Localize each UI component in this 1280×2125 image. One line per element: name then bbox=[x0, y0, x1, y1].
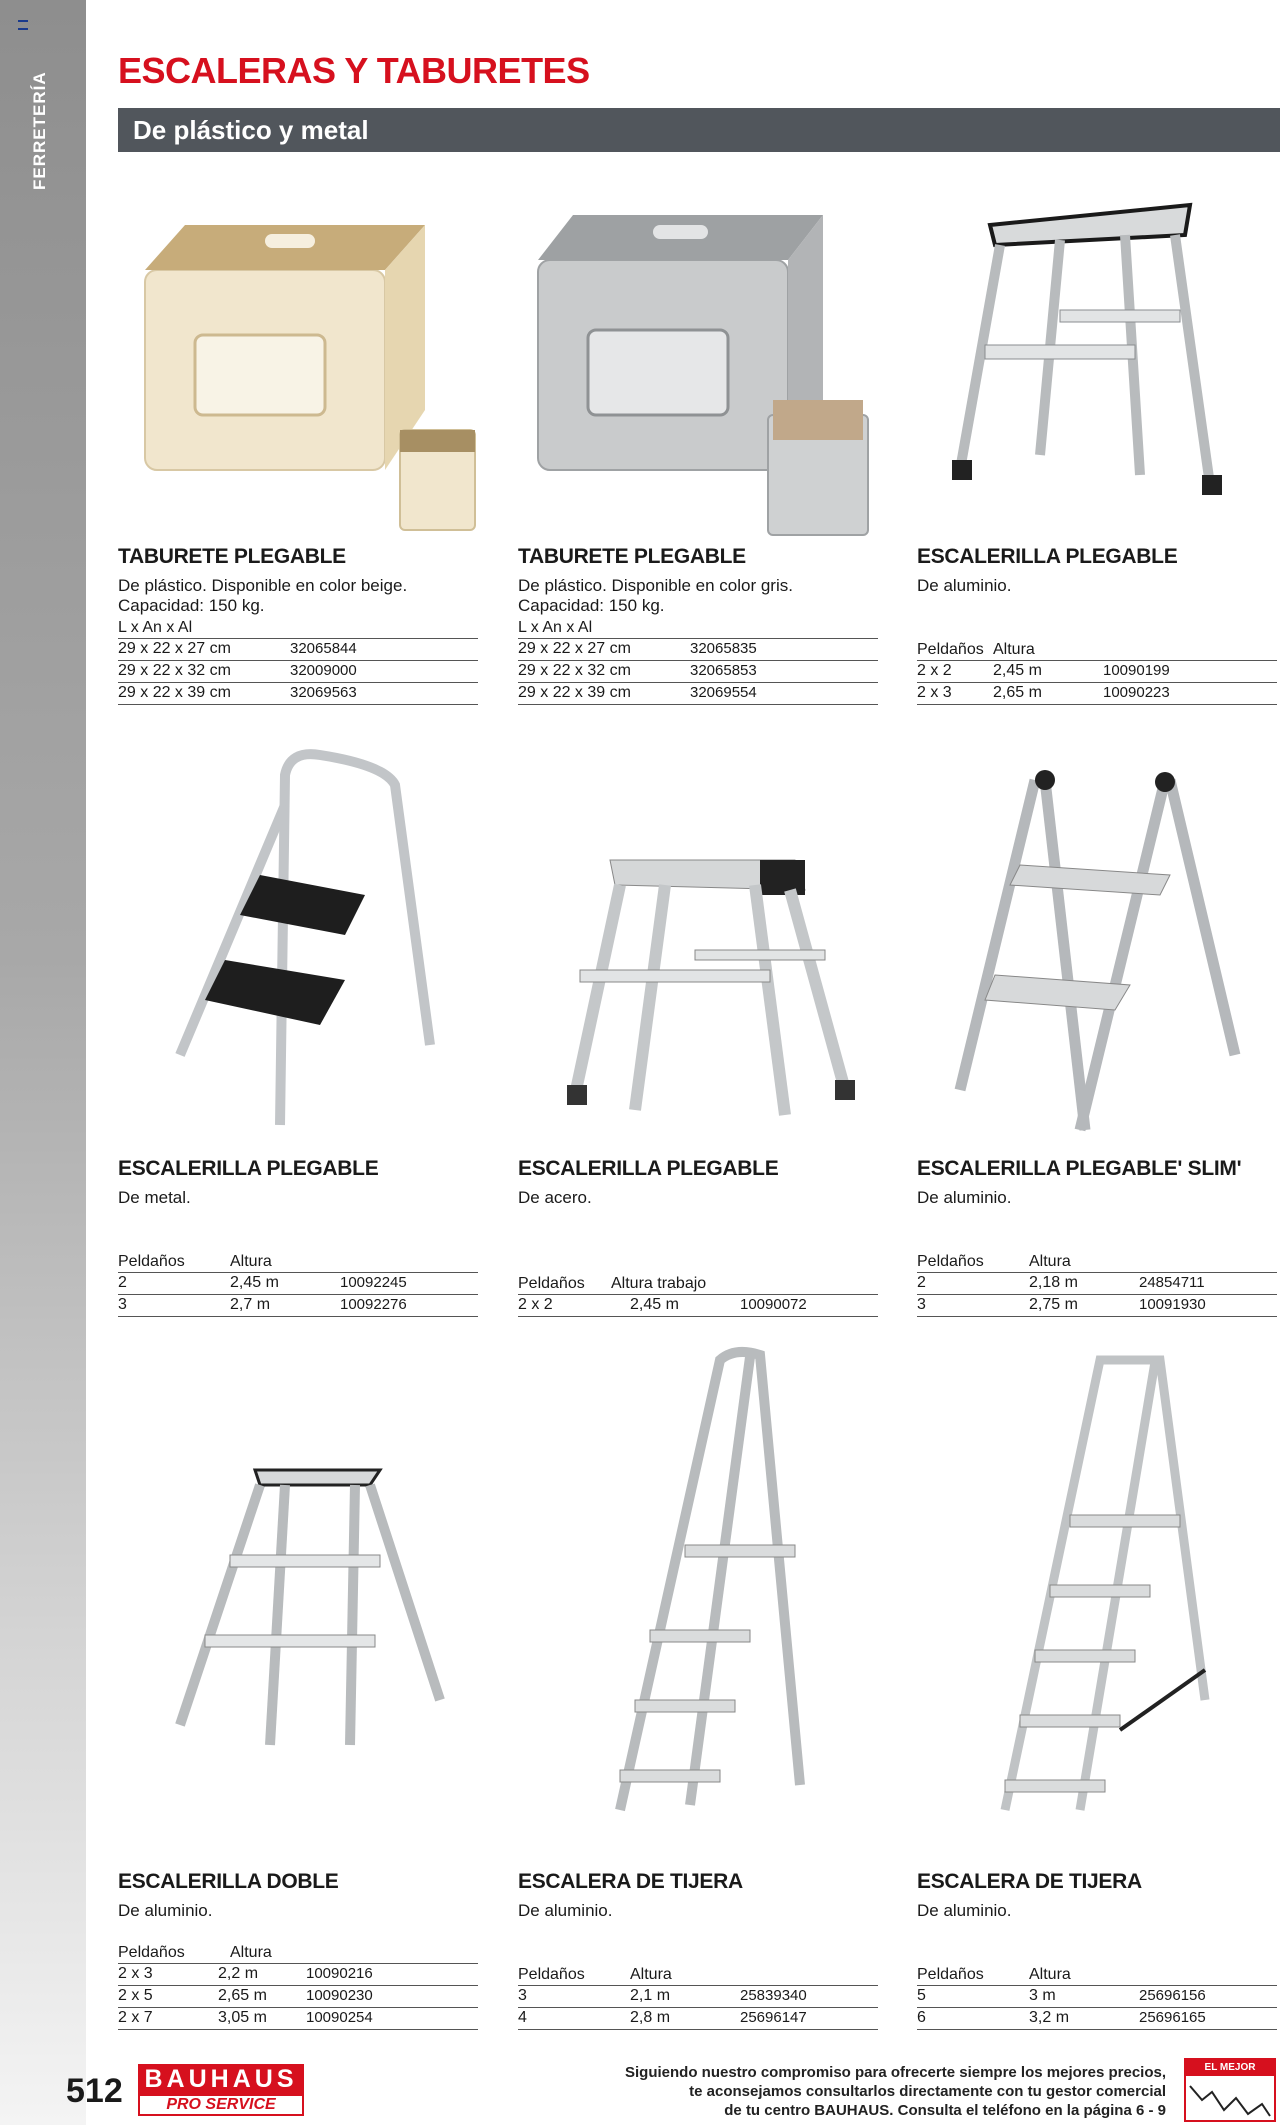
table-cell: 29 x 22 x 39 cm bbox=[118, 684, 231, 701]
product-description: De aluminio. bbox=[917, 1188, 1012, 1207]
page-number: 512 bbox=[66, 2072, 123, 2110]
product-description: De aluminio. bbox=[917, 1901, 1012, 1920]
logo-top-text: BAUHAUS bbox=[138, 2064, 304, 2094]
table-row bbox=[518, 1295, 878, 1317]
section-subtitle: De plástico y metal bbox=[133, 115, 369, 145]
table-row bbox=[917, 2008, 1277, 2030]
table-cell: 2,65 m bbox=[993, 684, 1042, 701]
table-row bbox=[518, 2008, 878, 2030]
footer-note bbox=[606, 2063, 1166, 2120]
table-cell: 2 x 7 bbox=[118, 2009, 153, 2026]
spec-table bbox=[118, 618, 478, 705]
logo-bottom-text: PRO SERVICE bbox=[138, 2094, 304, 2116]
header-cell: Altura bbox=[993, 641, 1035, 658]
spec-table-header bbox=[917, 1965, 1277, 1986]
footer-note-line: te aconsejamos consultarlos directamente con tu gestor comercial bbox=[689, 2083, 1166, 2100]
spec-table bbox=[917, 1252, 1277, 1317]
product-name: ESCALERILLA PLEGABLE bbox=[118, 1157, 379, 1180]
table-row bbox=[118, 661, 478, 683]
product-image-ladder-steel bbox=[555, 840, 875, 1130]
header-cell: Peldaños bbox=[917, 1253, 984, 1270]
product-image-ladder-aluminum-2x bbox=[940, 195, 1240, 515]
table-row bbox=[518, 661, 878, 683]
spec-table-header bbox=[118, 1943, 478, 1964]
spec-table-header bbox=[917, 640, 1277, 661]
table-cell: 2,75 m bbox=[1029, 1296, 1078, 1313]
spec-table bbox=[118, 1252, 478, 1317]
price-graph-icon bbox=[1186, 2076, 1274, 2120]
header-cell: Peldaños bbox=[917, 1966, 984, 1983]
table-cell: 4 bbox=[518, 2009, 527, 2026]
table-cell: 2 x 2 bbox=[518, 1296, 553, 1313]
article-code: 25696165 bbox=[1139, 2009, 1206, 2026]
table-row bbox=[118, 1986, 478, 2008]
spec-table-header bbox=[917, 1252, 1277, 1273]
article-code: 32069554 bbox=[690, 684, 757, 701]
table-cell: 2 x 5 bbox=[118, 1987, 153, 2004]
header-cell: Altura bbox=[230, 1253, 272, 1270]
badge-text: EL MEJOR PRECIO bbox=[1186, 2060, 1274, 2076]
spec-table bbox=[118, 1943, 478, 2030]
table-row bbox=[518, 1986, 878, 2008]
table-cell: 5 bbox=[917, 1987, 926, 2004]
spec-table bbox=[518, 618, 878, 705]
product-description: De aluminio. bbox=[518, 1901, 613, 1920]
product-image-stool-grey bbox=[518, 200, 878, 545]
product-image-ladder-metal bbox=[170, 745, 450, 1135]
table-row bbox=[917, 1295, 1277, 1317]
section-label: FERRETERÍA bbox=[30, 71, 49, 190]
table-cell: 3 m bbox=[1029, 1987, 1056, 2004]
product-description: Capacidad: 150 kg. bbox=[118, 596, 265, 615]
bauhaus-logo bbox=[138, 2064, 304, 2116]
spec-table-header bbox=[118, 1252, 478, 1273]
table-cell: 29 x 22 x 39 cm bbox=[518, 684, 631, 701]
table-cell: 3 bbox=[917, 1296, 926, 1313]
header-cell: Peldaños bbox=[518, 1966, 585, 1983]
product-name: ESCALERILLA PLEGABLE' SLIM' bbox=[917, 1157, 1242, 1180]
header-cell: Peldaños bbox=[917, 641, 984, 658]
product-name: ESCALERA DE TIJERA bbox=[917, 1870, 1142, 1893]
product-image-ladder-tijera-1 bbox=[600, 1345, 860, 1825]
table-row bbox=[917, 683, 1277, 705]
table-cell: 2,2 m bbox=[218, 1965, 259, 1982]
spec-table-header bbox=[518, 618, 878, 639]
footer-note-line: de tu centro BAUHAUS. Consulta el teléfono en la página 6 - 9 bbox=[724, 2102, 1166, 2119]
table-cell: 3,05 m bbox=[218, 2009, 267, 2026]
table-row bbox=[518, 639, 878, 661]
header-cell: Altura bbox=[230, 1944, 272, 1961]
product-image-ladder-double bbox=[170, 1460, 450, 1750]
article-code: 10090223 bbox=[1103, 684, 1170, 701]
article-code: 10090072 bbox=[740, 1296, 807, 1313]
table-cell: 29 x 22 x 32 cm bbox=[118, 662, 231, 679]
article-code: 25696147 bbox=[740, 2009, 807, 2026]
product-description: De aluminio. bbox=[917, 576, 1012, 595]
menu-mark bbox=[18, 20, 28, 30]
table-row bbox=[118, 1295, 478, 1317]
article-code: 10091930 bbox=[1139, 1296, 1206, 1313]
product-description: De plástico. Disponible en color gris. bbox=[518, 576, 793, 595]
best-price-badge bbox=[1184, 2058, 1276, 2122]
spec-table bbox=[917, 640, 1277, 705]
article-code: 25839340 bbox=[740, 1987, 807, 2004]
product-name: TABURETE PLEGABLE bbox=[118, 545, 346, 568]
article-code: 32009000 bbox=[290, 662, 357, 679]
header-cell: L x An x Al bbox=[118, 619, 193, 636]
table-cell: 2 x 3 bbox=[118, 1965, 153, 1982]
table-row bbox=[118, 1964, 478, 1986]
header-cell: L x An x Al bbox=[518, 619, 593, 636]
article-code: 32069563 bbox=[290, 684, 357, 701]
product-description: De plástico. Disponible en color beige. bbox=[118, 576, 408, 595]
table-cell: 3 bbox=[518, 1987, 527, 2004]
header-cell: Peldaños bbox=[518, 1275, 585, 1292]
table-cell: 3,2 m bbox=[1029, 2009, 1070, 2026]
article-code: 10090199 bbox=[1103, 662, 1170, 679]
spec-table-header bbox=[118, 618, 478, 639]
table-cell: 6 bbox=[917, 2009, 926, 2026]
table-row bbox=[118, 683, 478, 705]
table-cell: 29 x 22 x 27 cm bbox=[518, 640, 631, 657]
table-cell: 2,65 m bbox=[218, 1987, 267, 2004]
table-cell: 2 x 3 bbox=[917, 684, 952, 701]
table-cell: 2,45 m bbox=[230, 1274, 279, 1291]
product-name: TABURETE PLEGABLE bbox=[518, 545, 746, 568]
spec-table-header bbox=[518, 1274, 878, 1295]
article-code: 10090216 bbox=[306, 1965, 373, 1982]
table-row bbox=[917, 1986, 1277, 2008]
table-cell: 3 bbox=[118, 1296, 127, 1313]
table-cell: 2,45 m bbox=[630, 1296, 679, 1313]
article-code: 24854711 bbox=[1139, 1274, 1205, 1291]
product-name: ESCALERILLA PLEGABLE bbox=[917, 545, 1178, 568]
header-cell: Peldaños bbox=[118, 1253, 185, 1270]
article-code: 10092276 bbox=[340, 1296, 407, 1313]
table-cell: 2,18 m bbox=[1029, 1274, 1078, 1291]
section-bar bbox=[118, 108, 1280, 152]
table-row bbox=[917, 661, 1277, 683]
page-title: ESCALERAS Y TABURETES bbox=[118, 50, 590, 91]
table-cell: 2,45 m bbox=[993, 662, 1042, 679]
product-description: De metal. bbox=[118, 1188, 191, 1207]
product-image-ladder-slim bbox=[950, 760, 1250, 1140]
spec-table-header bbox=[518, 1965, 878, 1986]
product-description: De acero. bbox=[518, 1188, 592, 1207]
table-row bbox=[917, 1273, 1277, 1295]
spec-table bbox=[518, 1965, 878, 2030]
article-code: 25696156 bbox=[1139, 1987, 1206, 2004]
article-code: 10090254 bbox=[306, 2009, 373, 2026]
table-cell: 2 bbox=[118, 1274, 127, 1291]
product-image-stool-beige bbox=[125, 200, 485, 545]
article-code: 10092245 bbox=[340, 1274, 407, 1291]
article-code: 10090230 bbox=[306, 1987, 373, 2004]
header-cell: Altura bbox=[630, 1966, 672, 1983]
product-name: ESCALERILLA DOBLE bbox=[118, 1870, 339, 1893]
product-name: ESCALERILLA PLEGABLE bbox=[518, 1157, 779, 1180]
header-cell: Altura bbox=[1029, 1966, 1071, 1983]
product-description: De aluminio. bbox=[118, 1901, 213, 1920]
table-cell: 2 bbox=[917, 1274, 926, 1291]
spec-table bbox=[917, 1965, 1277, 2030]
article-code: 32065844 bbox=[290, 640, 357, 657]
table-cell: 2,8 m bbox=[630, 2009, 671, 2026]
table-cell: 29 x 22 x 32 cm bbox=[518, 662, 631, 679]
table-row bbox=[118, 2008, 478, 2030]
spec-table bbox=[518, 1274, 878, 1317]
header-cell: Altura trabajo bbox=[611, 1275, 707, 1292]
table-row bbox=[118, 639, 478, 661]
product-description: Capacidad: 150 kg. bbox=[518, 596, 665, 615]
table-cell: 29 x 22 x 27 cm bbox=[118, 640, 231, 657]
product-image-ladder-tijera-2 bbox=[990, 1350, 1230, 1820]
header-cell: Altura bbox=[1029, 1253, 1071, 1270]
header-cell: Peldaños bbox=[118, 1944, 185, 1961]
sidebar bbox=[0, 0, 86, 2125]
table-row bbox=[118, 1273, 478, 1295]
product-name: ESCALERA DE TIJERA bbox=[518, 1870, 743, 1893]
footer-note-line: Siguiendo nuestro compromiso para ofrecerte siempre los mejores precios, bbox=[625, 2064, 1166, 2081]
table-cell: 2,7 m bbox=[230, 1296, 271, 1313]
table-cell: 2,1 m bbox=[630, 1987, 671, 2004]
article-code: 32065853 bbox=[690, 662, 757, 679]
article-code: 32065835 bbox=[690, 640, 757, 657]
table-cell: 2 x 2 bbox=[917, 662, 952, 679]
table-row bbox=[518, 683, 878, 705]
